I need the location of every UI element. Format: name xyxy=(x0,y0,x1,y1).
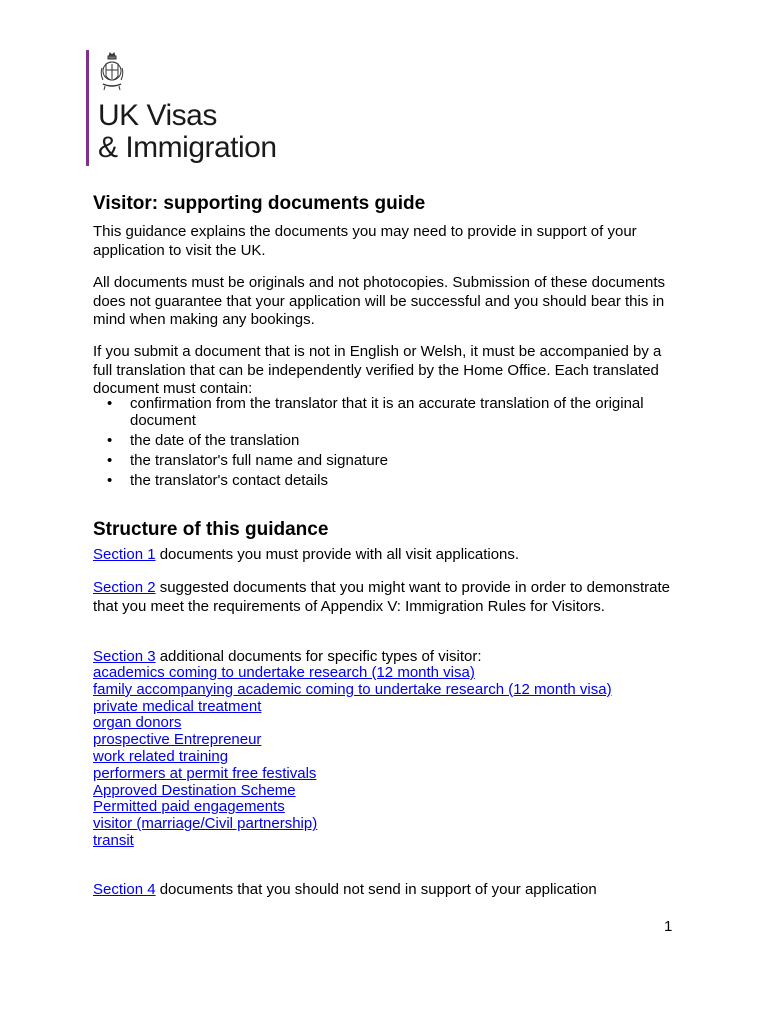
list-item xyxy=(93,783,612,800)
visitor-type-link-ads[interactable]: Approved Destination Scheme xyxy=(93,781,296,799)
section-3-link[interactable]: Section 3 xyxy=(93,648,156,665)
visitor-type-link-marriage[interactable]: visitor (marriage/Civil partnership) xyxy=(93,815,318,833)
intro-paragraph-1: This guidance explains the documents you may need to provide in support of your application to visit the UK. xyxy=(93,223,637,259)
section-4-description: documents that you should not send in support of your application xyxy=(155,881,597,898)
visitor-type-link-performers[interactable]: performers at permit free festivals xyxy=(93,764,317,782)
list-item: • the date of the translation xyxy=(130,432,710,449)
translation-requirements-list xyxy=(93,395,710,492)
visitor-types-list xyxy=(93,665,612,850)
list-item: • confirmation from the translator that it is an accurate translation of the original document xyxy=(130,395,710,429)
section-1-link[interactable]: Section 1 xyxy=(93,546,156,563)
logo-text-line2: & Immigration xyxy=(98,131,277,164)
list-item xyxy=(93,665,612,682)
list-item xyxy=(93,816,612,833)
visitor-type-link-transit[interactable]: transit xyxy=(93,831,134,849)
visitor-type-link-paid-engagements[interactable]: Permitted paid engagements xyxy=(93,798,285,816)
visitor-type-link-medical[interactable]: private medical treatment xyxy=(93,697,262,715)
intro-paragraph-2: All documents must be originals and not photocopies. Submission of these documents does not guarantee that your application will be successful and you should bear this in mind when making any bookings. xyxy=(93,274,665,328)
visitor-type-link-entrepreneur[interactable]: prospective Entrepreneur xyxy=(93,731,262,749)
section-2-paragraph xyxy=(93,579,673,616)
list-item: • the translator's contact details xyxy=(130,472,710,489)
visitor-type-link-family-academic[interactable]: family accompanying academic coming to undertake research (12 month visa) xyxy=(93,680,612,698)
list-item xyxy=(93,749,612,766)
section-2-link[interactable]: Section 2 xyxy=(93,579,156,596)
list-item xyxy=(93,766,612,783)
list-item xyxy=(93,732,612,749)
list-item xyxy=(93,699,612,716)
logo-accent-bar xyxy=(86,50,89,166)
section-4-link[interactable]: Section 4 xyxy=(93,881,156,898)
list-item xyxy=(93,715,612,732)
section-3-description: additional documents for specific types of visitor: xyxy=(155,648,482,665)
page-title: Visitor: supporting documents guide xyxy=(93,193,426,214)
list-item xyxy=(93,833,612,850)
list-item: • the translator's full name and signature xyxy=(130,452,710,469)
visitor-type-link-organ-donors[interactable]: organ donors xyxy=(93,714,182,732)
list-item xyxy=(93,799,612,816)
visitor-type-link-academics[interactable]: academics coming to undertake research (12 month visa) xyxy=(93,664,475,681)
structure-heading: Structure of this guidance xyxy=(93,519,329,540)
logo-text-line1: UK Visas xyxy=(98,99,217,132)
page-number: 1 xyxy=(664,918,673,935)
section-2-description: suggested documents that you might want to provide in order to demonstrate that you meet the requirements of Appendix V: Immigration Rules for Visitors. xyxy=(93,579,671,615)
section-1-paragraph xyxy=(93,546,673,565)
list-item xyxy=(93,682,612,699)
section-1-description: documents you must provide with all visit applications. xyxy=(155,546,520,563)
intro-paragraph-3: If you submit a document that is not in English or Welsh, it must be accompanied by a full translation that can be independently verified by the Home Office. Each translated document must contain: xyxy=(93,343,662,397)
section-4-paragraph xyxy=(93,881,673,900)
visitor-type-link-training[interactable]: work related training xyxy=(93,747,229,765)
royal-crest-icon xyxy=(100,52,124,92)
ukvi-logo xyxy=(86,50,346,166)
